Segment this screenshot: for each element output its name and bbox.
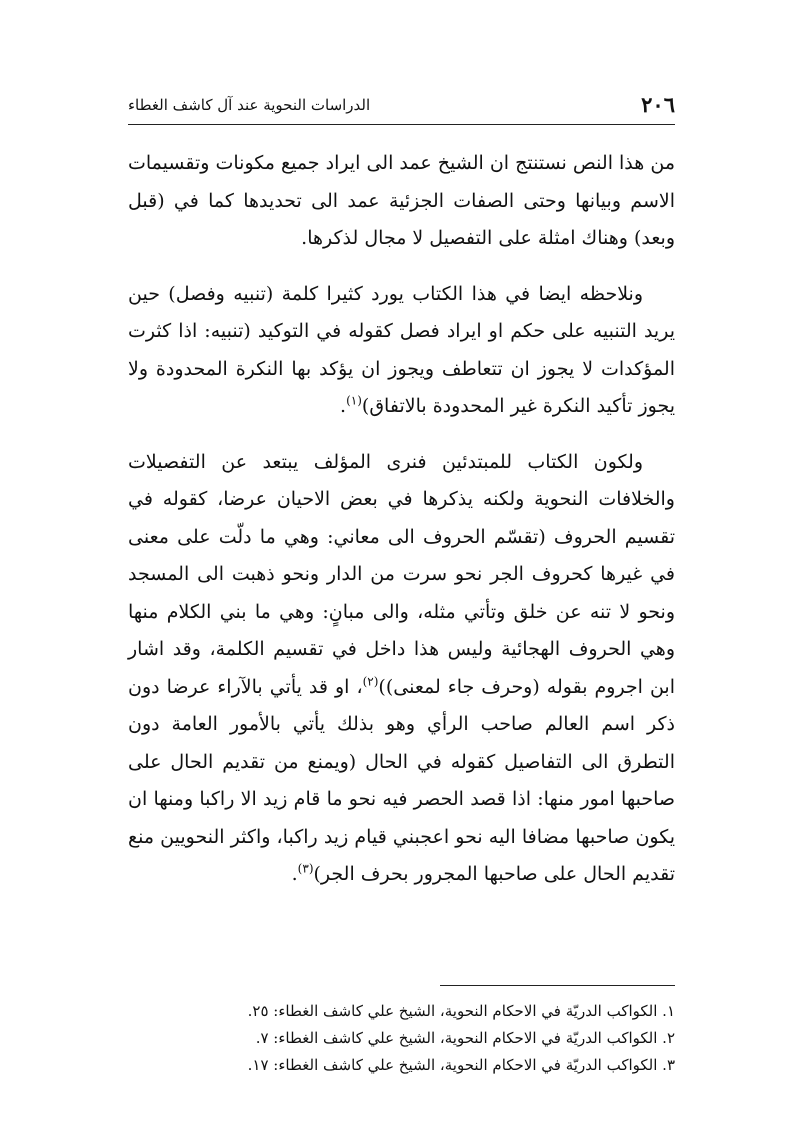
page-number: ٢٠٦ [641,92,675,117]
page-header [128,90,675,125]
running-title: الدراسات النحوية عند آل كاشف الغطاء [128,96,371,114]
footnote-marker-2[interactable]: (٢) [362,674,379,689]
footnote-marker-1[interactable]: (١) [346,393,362,408]
paragraph-2 [128,276,675,426]
footnote-marker-3[interactable]: (٣) [297,861,314,876]
paragraph-text-tail: . [340,395,347,417]
paragraph-text: ولكون الكتاب للمبتدئين فنرى المؤلف يبتعد عن التفصيلات والخلافات النحوية ولكنه يذكرها في بعض الاحيان عرضا، كقوله في تقسيم الحروف (تقسّم الحروف الى معاني: وهي ما دلّت على معنى في غيرها كحروف الجر نحو سرت من الدار ونحو ذهبت الى المسجد ونحو لا تنه عن خلق وتأتي مثله، والى مبانٍ: وهي ما بني الكلام منها وهي الحروف الهجائية وليس هذا داخل في تقسيم الكلمة، وقد اشار ابن اجروم بقوله (وحرف جاء لمعنى)) [128,450,675,698]
body-text [128,145,675,912]
paragraph-text-tail: . [291,863,298,885]
paragraph-text-middle: ، او قد يأتي بالآراء عرضا دون ذكر اسم العالم صاحب الرأي وهو بذلك يأتي بالأمور العامة دون التطرق الى التفاصيل كقوله في الحال (ويمنع من تقديم الحال على صاحبها امور منها: اذا قصد الحصر فيه نحو ما قام زيد الا راكبا ومنها ان يكون صاحبها مضافا اليه نحو اعجبني قيام زيد راكبا، واكثر النحويين منع تقديم الحال على صاحبها المجرور بحرف الجر) [128,675,675,885]
footnote-2: ٢. الكواكب الدريّة في الاحكام النحوية، الشيخ علي كاشف الغطاء: ٧. [255,1029,675,1047]
paragraph-3 [128,444,675,894]
paragraph-text: ونلاحظه ايضا في هذا الكتاب يورد كثيرا كلمة (تنبيه وفصل) حين يريد التنبيه على حكم او ايراد فصل كقوله في التوكيد (تنبيه: اذا كثرت المؤكدات لا يجوز ان تتعاطف ويجوز ان يؤكد بها النكرة المحدودة ولا يجوز تأكيد النكرة غير المحدودة بالاتفاق) [128,282,675,417]
footnote-1: ١. الكواكب الدريّة في الاحكام النحوية، الشيخ علي كاشف الغطاء: ٢٥. [247,1002,675,1020]
footnotes [128,998,675,1079]
paragraph-1 [128,145,675,258]
footnote-3: ٣. الكواكب الدريّة في الاحكام النحوية، الشيخ علي كاشف الغطاء: ١٧. [247,1056,675,1074]
footnote-divider [440,985,675,986]
paragraph-text: من هذا النص نستنتج ان الشيخ عمد الى ايراد جميع مكونات وتقسيمات الاسم وبيانها وحتى الصفات الجزئية عمد الى تحديدها كما في (قبل وبعد) وهناك امثلة على التفصيل لا مجال لذكرها. [128,152,675,249]
